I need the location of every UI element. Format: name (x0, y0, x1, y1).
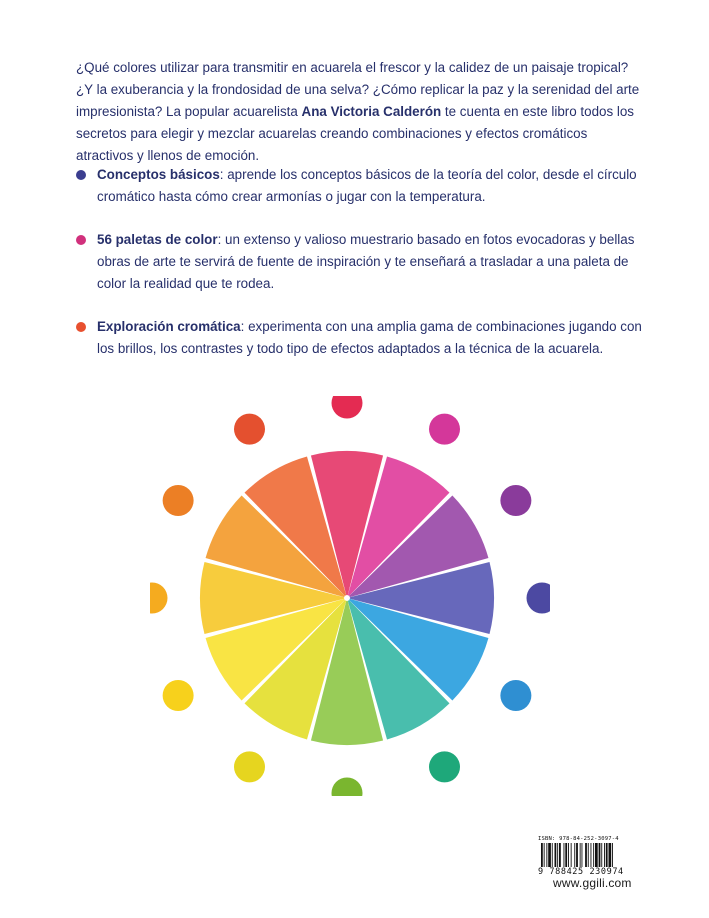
bullet-dot-icon (76, 235, 86, 245)
wheel-color-dot (429, 414, 460, 445)
wheel-color-dot (234, 414, 265, 445)
feature-list (76, 164, 646, 381)
barcode-block (538, 836, 640, 877)
wheel-color-dot (332, 778, 363, 797)
website-link[interactable]: www.ggili.com (553, 876, 632, 890)
bullet-dot-icon (76, 170, 86, 180)
feature-item-palettes (76, 229, 646, 295)
intro-paragraph (76, 57, 646, 167)
wheel-color-dot (429, 751, 460, 782)
wheel-color-dot (163, 485, 194, 516)
feature-item-exploration (76, 316, 646, 360)
feature-term: Conceptos básicos (97, 167, 220, 182)
feature-text: : experimenta con una amplia gama de combinaciones jugando con los brillos, los contrastes y todo tipo de efectos adaptados a la técnica de la acuarela. (97, 319, 642, 356)
wheel-color-dot (500, 680, 531, 711)
intro-text-1: ¿Qué colores utilizar para transmitir en acuarela el frescor y la calidez de un paisaje tropical? ¿Y la exuberancia y la frondosidad de una selva? ¿Cómo replicar la paz y la serenidad del arte impresionista? La popular acuarelista (76, 60, 640, 119)
feature-text: : un extenso y valioso muestrario basado en fotos evocadoras y bellas obras de arte te servirá de fuente de inspiración y te enseñará a trasladar a una paleta de color la realidad que te rodea. (97, 232, 635, 291)
intro-text-2: te cuenta en este libro todos los secretos para elegir y mezclar acuarelas creando combinaciones y efectos cromáticos atractivos y llenos de emoción. (76, 104, 635, 163)
author-name: Ana Victoria Calderón (301, 104, 442, 119)
feature-text: : aprende los conceptos básicos de la teoría del color, desde el círculo cromático hasta cómo crear armonías o jugar con la temperatura. (97, 167, 637, 204)
wheel-color-dot (527, 583, 551, 614)
wheel-color-dot (150, 583, 168, 614)
barcode-icon (538, 843, 640, 867)
isbn-digits: 9 788425 230974 (538, 867, 624, 877)
feature-term: Exploración cromática (97, 319, 241, 334)
wheel-color-dot (332, 396, 363, 419)
wheel-color-dot (500, 485, 531, 516)
wheel-color-dot (234, 751, 265, 782)
feature-item-basics (76, 164, 646, 208)
wheel-color-dot (163, 680, 194, 711)
isbn-label: ISBN: 978-84-252-3097-4 (538, 836, 619, 842)
color-wheel-illustration (150, 396, 550, 796)
feature-term: 56 paletas de color (97, 232, 218, 247)
bullet-dot-icon (76, 322, 86, 332)
